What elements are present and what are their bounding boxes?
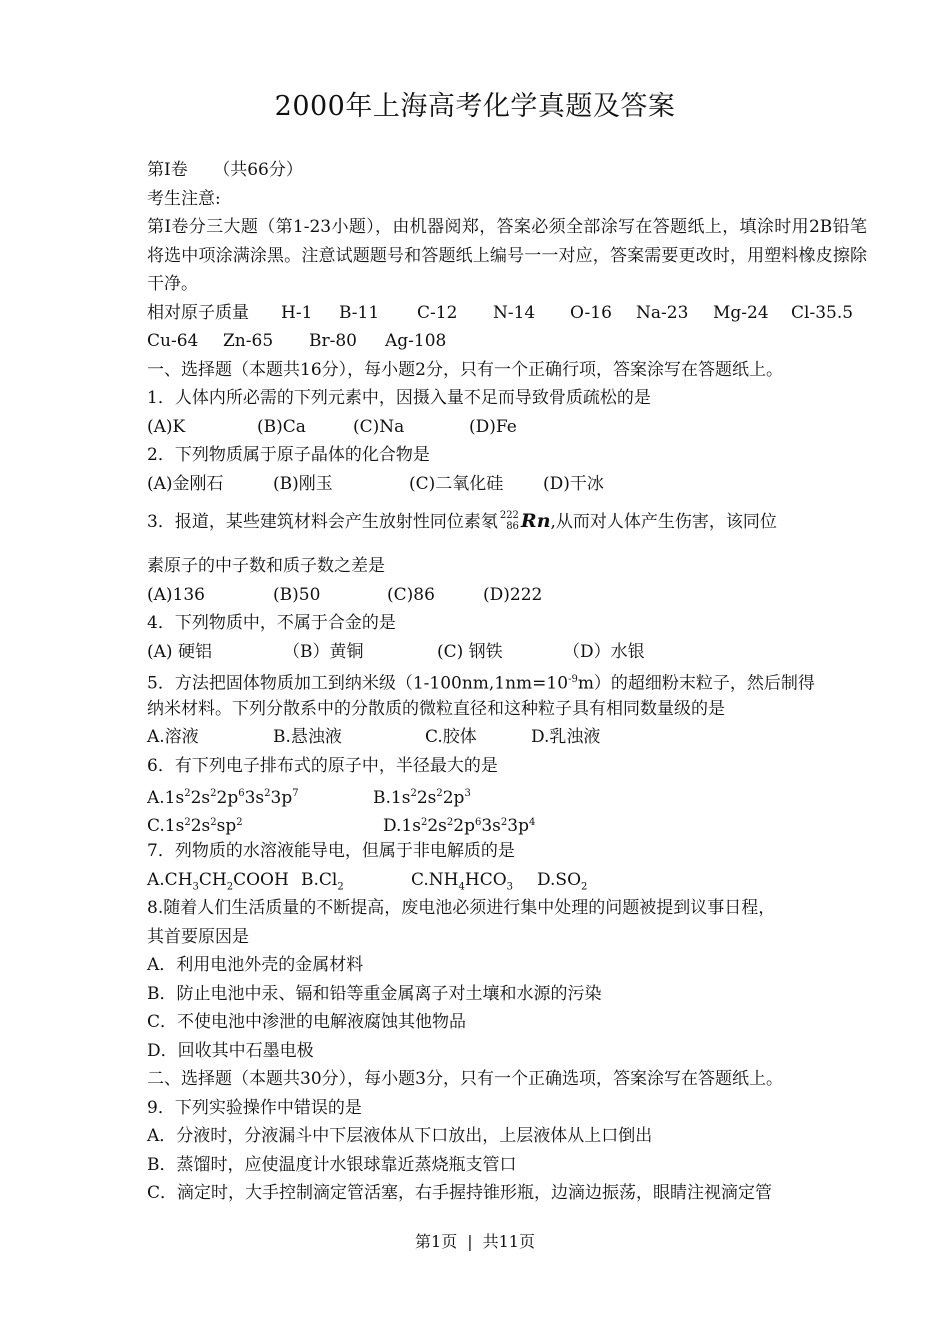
q3-options [147, 581, 867, 610]
option: （D）水银 [563, 641, 645, 662]
option: $D.1s^22s^22p^63s^23p^4$ [383, 816, 536, 837]
option: (A)K [147, 416, 186, 437]
option: (D)Fe [469, 416, 517, 437]
q5-stem-a: 5．方法把固体物质加工到纳米级（1-100nm,1nm=10 [147, 673, 569, 694]
mass-item: Zn-65 [223, 331, 274, 351]
q6-options-cd [147, 809, 867, 838]
q5-stem [147, 666, 867, 695]
option: （B）黄铜 [283, 641, 364, 662]
isotope-mass: 222 [499, 509, 519, 521]
mass-item: H-1 [281, 302, 313, 323]
option: B．防止电池中汞、镉和铅等重金属离子对土壤和水源的污染 [147, 983, 602, 1004]
q4-options [147, 638, 867, 667]
isotope-symbol: Rn [520, 510, 551, 532]
option: $B.1s^22s^22p^3$ [373, 787, 471, 808]
q6-stem: 6．有下列电子排布式的原子中，半径最大的是 [147, 755, 498, 776]
q2-stem: 2．下列物质属于原子晶体的化合物是 [147, 445, 430, 465]
option: (B)Ca [257, 416, 306, 437]
mass-item: C-12 [417, 302, 458, 323]
masses-label: 相对原子质量 [147, 302, 249, 323]
q3-stem-b: ,从而对人体产生伤害，该同位 [550, 512, 777, 532]
option: (A) 硬铝 [147, 641, 212, 662]
q7-stem: 7．列物质的水溶液能导电，但属于非电解质的是 [147, 841, 515, 861]
option: (D)222 [483, 584, 543, 605]
q4-stem: 4．下列物质中，不属于合金的是 [147, 613, 396, 633]
option: D．回收其中石墨电极 [147, 1040, 314, 1061]
exam-content [147, 156, 867, 1208]
mass-item: O-16 [570, 302, 612, 323]
option: (B)50 [273, 584, 321, 605]
option: $A.1s^22s^22p^63s^23p^7$ [147, 787, 299, 808]
option: D.乳浊液 [531, 727, 601, 747]
page-number: 第1页 [415, 1232, 458, 1251]
atomic-masses-row2 [147, 327, 867, 356]
mass-item: Ag-108 [385, 331, 447, 351]
q5-stem-cont: 纳米材料。下列分散系中的分散质的微粒直径和这种粒子具有相同数量级的是 [147, 698, 725, 719]
exponent: -9 [568, 674, 578, 685]
isotope-notation [500, 510, 519, 532]
option: C．滴定时，大手控制滴定管活塞，右手握持锥形瓶，边滴边振荡，眼睛注视滴定管 [147, 1183, 773, 1203]
option: $C.NH_4HCO_3$ [411, 869, 514, 892]
q3-stem-cont: 素原子的中子数和质子数之差是 [147, 556, 385, 576]
option: B．蒸馏时，应使温度计水银球靠近蒸烧瓶支管口 [147, 1154, 517, 1175]
mass-item: Br-80 [309, 331, 357, 351]
q1-stem: 1．人体内所必需的下列元素中，因摄入量不足而导致骨质疏松的是 [147, 388, 651, 408]
q3-stem [147, 498, 867, 544]
mass-item: Cu-64 [147, 331, 199, 351]
option: B.悬浊液 [273, 727, 342, 747]
atomic-masses-row1 [147, 299, 867, 328]
q3-stem-a: 3．报道，某些建筑材料会产生放射性同位素氡 [147, 512, 498, 532]
mass-item: Na-23 [636, 302, 689, 323]
option: (A)金刚石 [147, 473, 224, 494]
part1-heading: 一、选择题（本题共16分），每小题2分，只有一个正确行项，答案涂写在答题纸上。 [147, 359, 783, 380]
mass-item: B-11 [339, 302, 380, 323]
q1-options [147, 413, 867, 442]
footer-separator: | [467, 1232, 473, 1251]
option: (C)86 [387, 584, 435, 605]
part2-heading: 二、选择题（本题共30分），每小题3分，只有一个正确选项，答案涂写在答题纸上。 [147, 1069, 783, 1089]
q2-options [147, 470, 867, 499]
option: (C)二氧化硅 [409, 473, 504, 494]
q7-options [147, 866, 867, 895]
option: C.胶体 [425, 727, 477, 747]
mass-item: N-14 [493, 302, 536, 323]
q5-options [147, 723, 867, 752]
option: $D.SO_2$ [537, 869, 588, 892]
option: (A)136 [147, 584, 205, 605]
option: (C) 钢铁 [437, 641, 503, 662]
q8-stem: 8.随着人们生活质量的不断提高，废电池必须进行集中处理的问题被提到议事日程， [147, 898, 776, 918]
option: C．不使电池中渗泄的电解液腐蚀其他物品 [147, 1012, 467, 1032]
page-footer [0, 1229, 950, 1252]
section-heading: 第Ⅰ卷 （共66分） [147, 160, 303, 180]
option: A.溶液 [147, 727, 199, 747]
option: $B.Cl_2$ [301, 869, 344, 892]
isotope-atomic-number: 86 [506, 520, 519, 532]
q9-stem: 9．下列实验操作中错误的是 [147, 1097, 362, 1118]
option: $C.1s^22s^2sp^2$ [147, 816, 243, 837]
option: (D)干冰 [543, 473, 604, 494]
option: (B)刚玉 [273, 473, 333, 494]
option: A．分液时，分液漏斗中下层液体从下口放出，上层液体从上口倒出 [147, 1126, 653, 1146]
option: (C)Na [353, 416, 405, 437]
mass-item: Mg-24 [713, 302, 769, 323]
notice-heading: 考生注意: [147, 188, 221, 209]
q6-options-ab [147, 780, 867, 809]
q8-stem-cont: 其首要原因是 [147, 926, 249, 947]
option: $A.CH_3CH_2COOH$ [147, 869, 289, 892]
mass-item: Cl-35.5 [791, 302, 854, 323]
option: A．利用电池外壳的金属材料 [147, 955, 364, 975]
document-title: 2000年上海高考化学真题及答案 [274, 91, 676, 122]
q5-stem-b: m）的超细粉末粒子，然后制得 [577, 673, 815, 694]
page-total: 共11页 [482, 1232, 535, 1251]
notice-text: 第Ⅰ卷分三大题（第1-23小题），由机器阅郑，答案必须全部涂写在答题纸上，填涂时用2B铅笔将选中项涂满涂黑。注意试题题号和答题纸上编号一一对应，答案需要更改时，用塑料橡皮擦除干净。 [147, 217, 867, 294]
